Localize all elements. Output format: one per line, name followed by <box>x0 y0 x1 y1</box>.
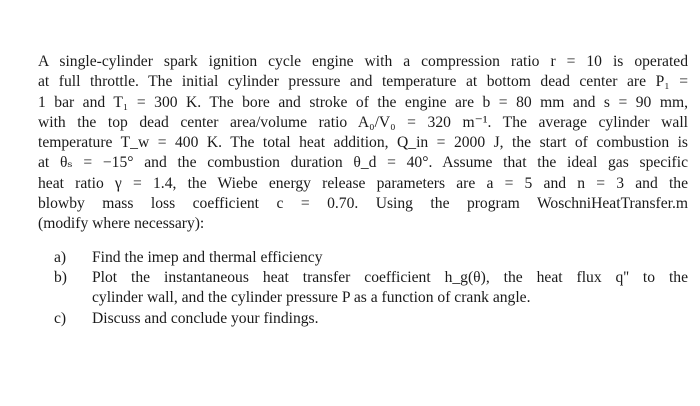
task-marker: b) <box>54 268 67 286</box>
task-marker: a) <box>54 248 67 266</box>
problem-line: A single-cylinder spark ignition cycle engine with a compression ratio r = 10 is operated <box>38 53 688 70</box>
task-marker: c) <box>54 309 67 327</box>
problem-line: 1 bar and T₁ = 300 K. The bore and stroke of the engine are b = 80 mm and s = 90 mm, <box>38 93 688 111</box>
problem-line: with the top dead center area/volume ratio A₀/V₀ = 320 m⁻¹. The average cylinder wall <box>38 113 688 131</box>
task-item-b <box>38 268 688 309</box>
problem-line: (modify where necessary): <box>38 215 205 233</box>
problem-line: at θₛ = −15° and the combustion duration θ_d = 40°. Assume that the ideal gas specific <box>38 154 688 172</box>
task-text: cylinder wall, and the cylinder pressure P as a function of crank angle. <box>92 289 531 307</box>
problem-line: at full throttle. The initial cylinder pressure and temperature at bottom dead center are P₁ = <box>38 73 688 91</box>
task-text: Plot the instantaneous heat transfer coefficient h_g(θ), the heat flux q'' to the <box>92 268 688 286</box>
task-text: Discuss and conclude your findings. <box>92 309 319 327</box>
task-text: Find the imep and thermal efficiency <box>92 248 323 266</box>
task-item-a <box>38 248 688 268</box>
problem-statement <box>38 52 688 235</box>
problem-line: temperature T_w = 400 K. The total heat addition, Q_in = 2000 J, the start of combustion is <box>38 134 688 152</box>
problem-document <box>38 52 688 329</box>
task-item-c <box>38 309 688 329</box>
problem-line: heat ratio γ = 1.4, the Wiebe energy release parameters are a = 5 and n = 3 and the <box>38 174 688 192</box>
task-list <box>38 248 688 329</box>
problem-line: blowby mass loss coefficient c = 0.70. Using the program WoschniHeatTransfer.m <box>38 195 688 213</box>
